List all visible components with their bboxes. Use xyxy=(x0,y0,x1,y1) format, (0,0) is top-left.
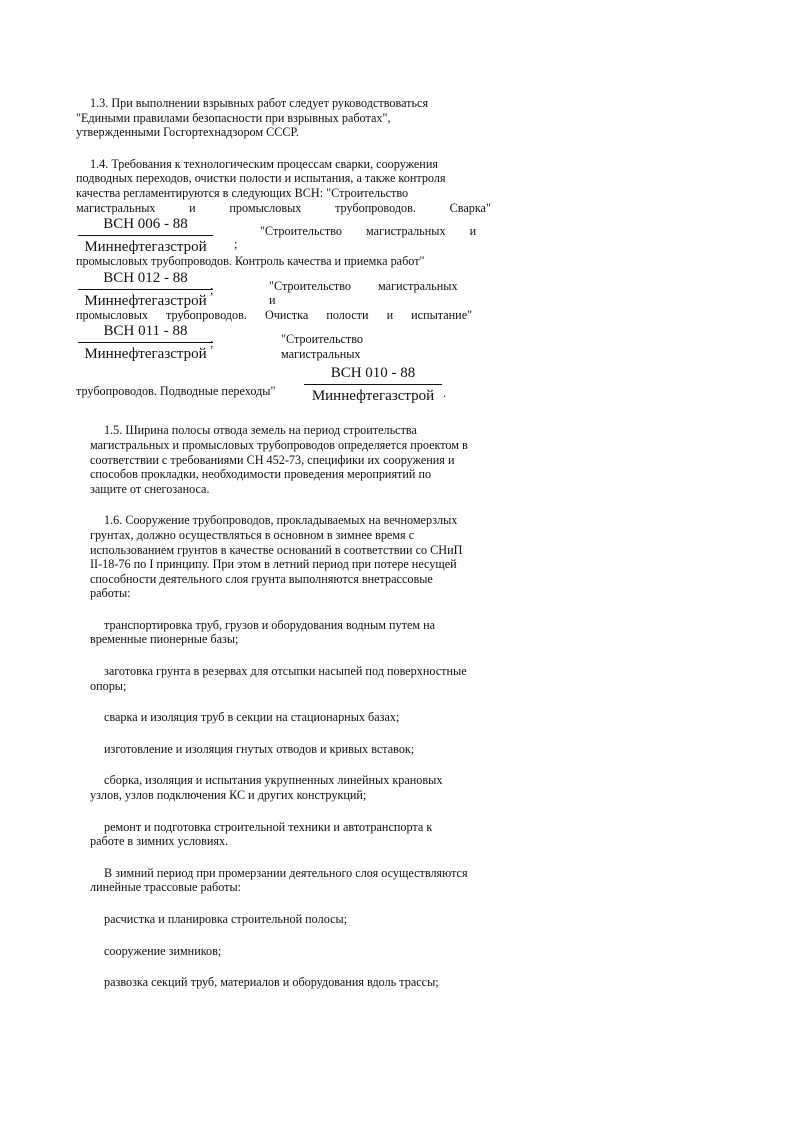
fraction-vsn-011 xyxy=(78,322,213,364)
fraction-numerator: ВСН 011 - 88 xyxy=(78,322,213,343)
list-item: сборка, изоляция и испытания укрупненных линейных крановых узлов, узлов подключения КС и других конструкций; xyxy=(90,773,443,803)
list-item: сооружение зимников; xyxy=(104,943,222,958)
fraction-denominator: Миннефтегазстрой xyxy=(84,239,207,256)
text-line: защите от снегозаноса. xyxy=(90,481,210,496)
text-line: "Строительство магистральных xyxy=(281,332,364,361)
list-item: заготовка грунта в резервах для отсыпки насыпей под поверхностные опоры; xyxy=(90,664,467,693)
fraction-row-2 xyxy=(76,269,491,311)
document-page xyxy=(76,96,491,990)
fraction-numerator: ВСН 006 - 88 xyxy=(78,215,213,236)
list-item: развозка секций труб, материалов и оборудования вдоль трассы; xyxy=(104,975,439,990)
text-line: способов прокладки, необходимости проведения мероприятий по xyxy=(90,467,432,482)
text-line: "Строительство магистральных и xyxy=(269,278,458,308)
text-line: магистральных и промысловых трубопроводов. Сварка" xyxy=(76,200,491,215)
summer-works-list xyxy=(76,618,491,849)
list-item: сварка и изоляция труб в секции на стационарных базах; xyxy=(104,710,400,725)
text-line: промысловых трубопроводов. Очистка полости и испытание" xyxy=(76,307,473,322)
list-item: транспортировка труб, грузов и оборудования водным путем на временные пионерные базы; xyxy=(90,617,436,647)
text-line: утвержденными Госгортехнадзором СССР. xyxy=(76,125,299,140)
fraction-row-3 xyxy=(76,322,491,364)
winter-intro-paragraph xyxy=(76,866,491,895)
text-line: "Строительство магистральных и xyxy=(260,224,477,239)
fraction-denominator: Миннефтегазстрой xyxy=(84,346,207,363)
paragraph-1-5 xyxy=(76,423,491,496)
list-item: изготовление и изоляция гнутых отводов и кривых вставок; xyxy=(104,741,415,756)
text-line: линейные трассовые работы: xyxy=(90,880,242,895)
paragraph-1-6 xyxy=(76,513,491,601)
text-line: способности деятельного слоя грунта выполняются внетрассовые xyxy=(90,571,433,586)
text-line: качества регламентируются в следующих ВСН: "Строительство xyxy=(76,185,409,200)
text-line: В зимний период при промерзании деятельного слоя осуществляются xyxy=(104,865,468,880)
fraction-row-1 xyxy=(76,215,491,257)
fraction-denominator: Миннефтегазстрой xyxy=(84,292,207,309)
semicolon: ; xyxy=(210,282,214,297)
fraction-numerator: ВСН 010 - 88 xyxy=(304,364,442,385)
semicolon: ; xyxy=(234,237,238,252)
fraction-denominator: Миннефтегазстрой xyxy=(311,388,435,405)
text-line: 1.3. При выполнении взрывных работ следует руководствоваться xyxy=(90,96,429,110)
text-line: 1.4. Требования к технологическим процессам сварки, сооружения xyxy=(90,156,438,171)
text-line: промысловых трубопроводов. Контроль качества и приемка работ" xyxy=(76,254,425,269)
text-line: соответствии с требованиями СН 452-73, специфики их сооружения и xyxy=(90,452,455,467)
text-line: трубопроводов. Подводные переходы" xyxy=(76,384,276,399)
text-line: 1.6. Сооружение трубопроводов, прокладываемых на вечномерзлых xyxy=(104,513,458,528)
paragraph-1-4 xyxy=(76,157,491,407)
fraction-vsn-012 xyxy=(78,269,213,311)
fraction-vsn-006 xyxy=(78,215,213,257)
text-line: 1.5. Ширина полосы отвода земель на период строительства xyxy=(104,423,417,438)
semicolon: ; xyxy=(210,336,214,351)
winter-works-list xyxy=(76,912,491,990)
text-line: магистральных и промысловых трубопроводов определяется проектом в xyxy=(90,437,468,452)
paragraph-1-3 xyxy=(76,96,491,140)
text-line: использованием грунтов в качестве оснований в соответствии со СНиП xyxy=(90,542,463,557)
fraction-numerator: ВСН 012 - 88 xyxy=(78,269,213,290)
list-item: расчистка и планировка строительной полосы; xyxy=(104,912,348,926)
period: . xyxy=(443,386,447,401)
text-line: грунтах, должно осуществляться в основном в зимнее время с xyxy=(90,527,415,542)
text-line: подводных переходов, очистки полости и испытания, а также контроля xyxy=(76,171,446,186)
text-line: II-18-76 по I принципу. При этом в летний период при потере несущей xyxy=(90,557,457,572)
text-line: работы: xyxy=(90,586,131,601)
list-item: ремонт и подготовка строительной техники и автотранспорта к работе в зимних условиях. xyxy=(90,819,433,849)
fraction-vsn-010 xyxy=(304,364,442,406)
fraction-row-4 xyxy=(76,364,491,406)
text-line: "Едиными правилами безопасности при взрывных работах", xyxy=(76,110,391,125)
